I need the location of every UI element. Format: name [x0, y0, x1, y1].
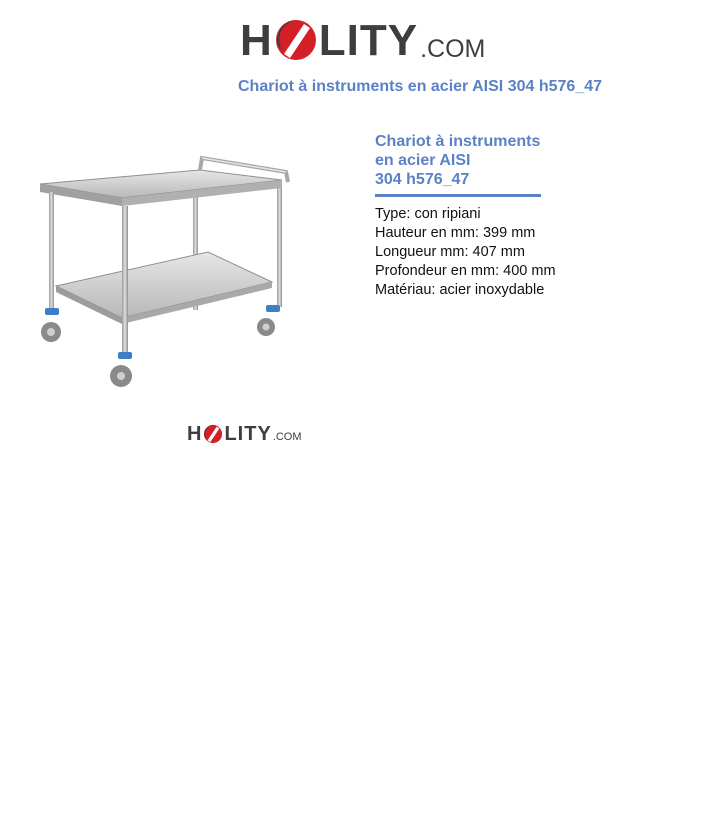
caster-front-left — [41, 308, 61, 342]
product-specs — [375, 205, 556, 300]
logo-o-icon — [203, 424, 223, 444]
logo-text-h: H — [187, 423, 203, 445]
spec-length: Longueur mm: 407 mm — [375, 244, 525, 260]
logo-text-lity: LITY — [318, 16, 419, 65]
product-title-line: 304 h576_47 — [375, 171, 470, 188]
holity-logo-small — [187, 421, 302, 445]
holity-logo[interactable] — [240, 10, 485, 66]
logo-text-lity: LITY — [224, 423, 272, 445]
logo-o-icon — [274, 18, 318, 62]
logo-text-h: H — [240, 16, 273, 65]
title-divider — [375, 194, 541, 197]
caster-front-right — [110, 352, 132, 387]
logo-suffix: .COM — [272, 431, 302, 443]
page-title: Chariot à instruments en acier AISI 304 h576_47 — [237, 78, 602, 95]
product-title-line: en acier AISI — [375, 152, 471, 169]
product-image — [30, 150, 300, 400]
spec-material: Matériau: acier inoxydable — [375, 282, 545, 298]
logo-suffix: .COM — [420, 35, 486, 63]
product-title — [375, 132, 555, 189]
spec-height: Hauteur en mm: 399 mm — [375, 225, 536, 241]
product-title-line: Chariot à instruments — [375, 133, 541, 150]
caster-back-right — [257, 305, 280, 336]
steel-trolley-icon — [30, 150, 300, 400]
spec-type: Type: con ripiani — [375, 206, 481, 222]
spec-depth: Profondeur en mm: 400 mm — [375, 263, 556, 279]
